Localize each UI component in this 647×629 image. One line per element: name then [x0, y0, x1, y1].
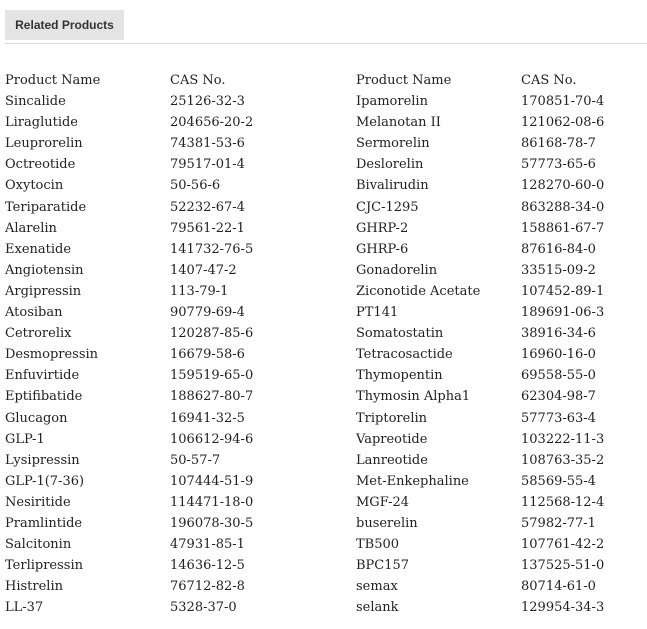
product-name-cell: Bivalirudin	[356, 178, 429, 194]
cas-number-cell: 159519-65-0	[170, 368, 254, 384]
product-name-cell: Liraglutide	[5, 115, 79, 131]
cas-number-cell: 14636-12-5	[170, 558, 245, 574]
product-name-cell: Exenatide	[5, 241, 72, 257]
product-name-cell: Angiotensin	[5, 262, 84, 278]
product-name-cell: Pramlintide	[5, 515, 83, 531]
table-row	[5, 429, 645, 450]
tab-bar	[5, 10, 647, 44]
cas-number-cell: 120287-85-6	[170, 326, 254, 342]
product-name-cell: GHRP-2	[356, 220, 409, 236]
cas-number-cell: 137525-51-0	[521, 558, 605, 574]
product-name-cell: Tetracosactide	[356, 347, 453, 363]
table-row	[5, 471, 645, 492]
product-name-cell: Vapreotide	[356, 431, 428, 447]
product-name-cell: Melanotan II	[356, 115, 441, 131]
cas-number-cell: 25126-32-3	[170, 94, 245, 110]
cas-number-cell: 189691-06-3	[521, 305, 605, 321]
product-name-cell: Lysipressin	[5, 452, 80, 468]
product-name-cell: Desmopressin	[5, 347, 99, 363]
cas-number-cell: 58569-55-4	[521, 473, 596, 489]
cas-number-cell: 86168-78-7	[521, 136, 596, 152]
product-name-cell: buserelin	[356, 515, 418, 531]
cas-number-cell: 863288-34-0	[521, 199, 605, 215]
table-row	[5, 112, 645, 133]
product-name-cell: Cetrorelix	[5, 326, 72, 342]
table-header-row	[5, 70, 645, 91]
cas-number-cell: 74381-53-6	[170, 136, 245, 152]
product-name-cell: Ipamorelin	[356, 94, 428, 110]
product-name-cell: semax	[356, 579, 398, 595]
product-name-cell: Salcitonin	[5, 537, 72, 553]
cas-number-cell: 69558-55-0	[521, 368, 596, 384]
cas-number-cell: 107761-42-2	[521, 537, 605, 553]
cas-number-cell: 108763-35-2	[521, 452, 605, 468]
table-row	[5, 197, 645, 218]
cas-number-cell: 50-56-6	[170, 178, 221, 194]
table-row	[5, 239, 645, 260]
cas-number-cell: 16941-32-5	[170, 410, 245, 426]
product-name-cell: Somatostatin	[356, 326, 444, 342]
table-row	[5, 218, 645, 239]
cas-number-cell: 112568-12-4	[521, 494, 605, 510]
product-name-cell: Thymosin Alpha1	[356, 389, 471, 405]
cas-number-cell: 16679-58-6	[170, 347, 245, 363]
table-row	[5, 154, 645, 175]
table-row	[5, 365, 645, 386]
tab-related-products[interactable]: Related Products	[5, 10, 124, 40]
table-row	[5, 534, 645, 555]
product-name-cell: Thymopentin	[356, 368, 443, 384]
product-name-cell: Sermorelin	[356, 136, 430, 152]
cas-number-cell: 80714-61-0	[521, 579, 596, 595]
product-name-cell: BPC157	[356, 558, 410, 574]
table-row	[5, 450, 645, 471]
cas-number-cell: 5328-37-0	[170, 600, 237, 616]
cas-number-cell: 114471-18-0	[170, 494, 254, 510]
product-name-cell: Nesiritide	[5, 494, 71, 510]
table-row	[5, 386, 645, 407]
table-row	[5, 344, 645, 365]
table-row	[5, 492, 645, 513]
table-row	[5, 555, 645, 576]
product-name-cell: GLP-1	[5, 431, 45, 447]
product-name-cell: Histrelin	[5, 579, 63, 595]
table-row	[5, 175, 645, 196]
cas-number-cell: 90779-69-4	[170, 305, 245, 321]
product-name-cell: Oxytocin	[5, 178, 64, 194]
product-name-cell: Gonadorelin	[356, 262, 438, 278]
product-name-cell: Enfuvirtide	[5, 368, 80, 384]
product-name-cell: Alarelin	[5, 220, 57, 236]
product-name-cell: selank	[356, 600, 399, 616]
cas-number-cell: 158861-67-7	[521, 220, 605, 236]
cas-number-cell: 107444-51-9	[170, 473, 254, 489]
column-header-product-name: Product Name	[5, 73, 101, 88]
product-name-cell: Met-Enkephaline	[356, 473, 469, 489]
cas-number-cell: 76712-82-8	[170, 579, 245, 595]
cas-number-cell: 50-57-7	[170, 452, 221, 468]
table-row	[5, 576, 645, 597]
cas-number-cell: 103222-11-3	[521, 431, 605, 447]
cas-number-cell: 38916-34-6	[521, 326, 596, 342]
cas-number-cell: 57982-77-1	[521, 515, 596, 531]
cas-number-cell: 107452-89-1	[521, 283, 605, 299]
cas-number-cell: 16960-16-0	[521, 347, 596, 363]
cas-number-cell: 79561-22-1	[170, 220, 245, 236]
table-row	[5, 281, 645, 302]
cas-number-cell: 79517-01-4	[170, 157, 245, 173]
cas-number-cell: 129954-34-3	[521, 600, 605, 616]
product-name-cell: PT141	[356, 305, 399, 321]
product-name-cell: Ziconotide Acetate	[356, 283, 481, 299]
table-row	[5, 260, 645, 281]
cas-number-cell: 47931-85-1	[170, 537, 245, 553]
product-name-cell: Atosiban	[5, 305, 63, 321]
cas-number-cell: 170851-70-4	[521, 94, 605, 110]
product-name-cell: Teriparatide	[5, 199, 87, 215]
product-name-cell: Eptifibatide	[5, 389, 83, 405]
product-name-cell: Sincalide	[5, 94, 66, 110]
column-header-cas-no: CAS No.	[170, 73, 226, 88]
cas-number-cell: 57773-63-4	[521, 410, 596, 426]
cas-number-cell: 113-79-1	[170, 283, 229, 299]
table-row	[5, 91, 645, 112]
cas-number-cell: 87616-84-0	[521, 241, 596, 257]
cas-number-cell: 121062-08-6	[521, 115, 605, 131]
table-row	[5, 513, 645, 534]
related-products-table	[5, 70, 645, 618]
cas-number-cell: 62304-98-7	[521, 389, 596, 405]
table-row	[5, 408, 645, 429]
product-name-cell: Octreotide	[5, 157, 76, 173]
cas-number-cell: 106612-94-6	[170, 431, 254, 447]
cas-number-cell: 188627-80-7	[170, 389, 254, 405]
table-row	[5, 323, 645, 344]
product-name-cell: MGF-24	[356, 494, 410, 510]
cas-number-cell: 52232-67-4	[170, 199, 245, 215]
cas-number-cell: 33515-09-2	[521, 262, 596, 278]
cas-number-cell: 1407-47-2	[170, 262, 237, 278]
product-name-cell: GLP-1(7-36)	[5, 473, 85, 489]
product-name-cell: CJC-1295	[356, 199, 419, 215]
product-name-cell: Argipressin	[5, 283, 82, 299]
product-name-cell: TB500	[356, 537, 400, 553]
product-name-cell: Lanreotide	[356, 452, 428, 468]
cas-number-cell: 128270-60-0	[521, 178, 605, 194]
table-row	[5, 133, 645, 154]
product-name-cell: Deslorelin	[356, 157, 424, 173]
column-header-product-name: Product Name	[356, 73, 452, 88]
product-name-cell: Glucagon	[5, 410, 68, 426]
product-name-cell: LL-37	[5, 600, 44, 616]
product-name-cell: GHRP-6	[356, 241, 409, 257]
cas-number-cell: 204656-20-2	[170, 115, 254, 131]
product-name-cell: Triptorelin	[356, 410, 428, 426]
product-name-cell: Terlipressin	[5, 558, 83, 574]
cas-number-cell: 57773-65-6	[521, 157, 596, 173]
table-row	[5, 597, 645, 618]
column-header-cas-no: CAS No.	[521, 73, 577, 88]
cas-number-cell: 196078-30-5	[170, 515, 254, 531]
table-row	[5, 302, 645, 323]
product-name-cell: Leuprorelin	[5, 136, 83, 152]
cas-number-cell: 141732-76-5	[170, 241, 254, 257]
